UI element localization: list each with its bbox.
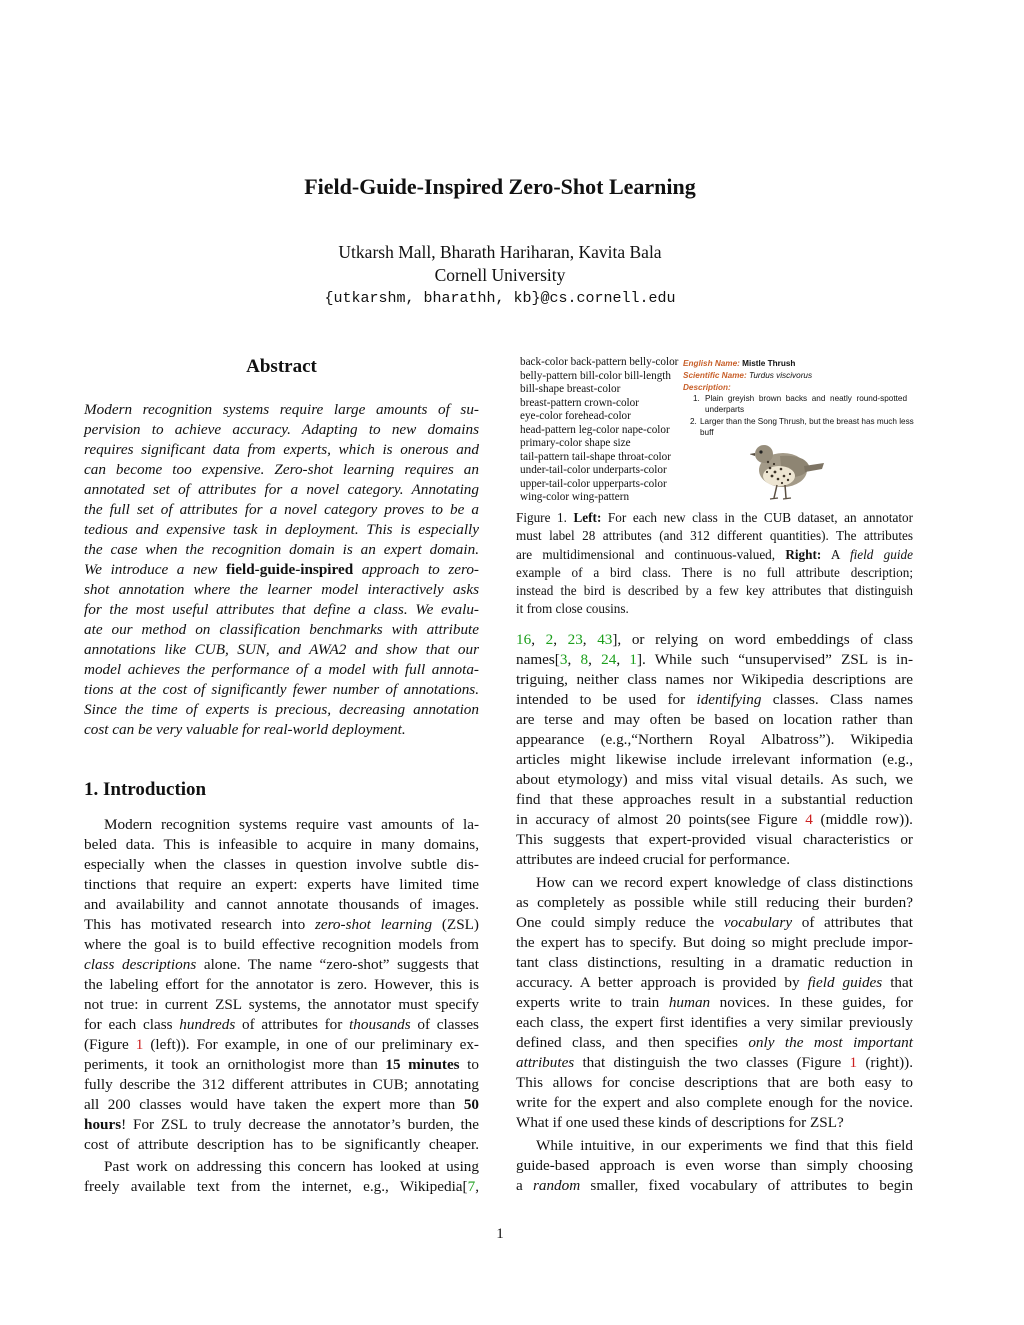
figure-ref-link[interactable]: 1 [135,1036,144,1053]
body-line: names[3, 8, 24, 1]. While such “unsupervised” ZSL is in- [516,651,914,668]
intro-line: periments, it took an ornithologist more than 15 minutes to [84,1056,479,1073]
intro-line: tinctions that require an expert: experts have limited time [84,876,479,893]
body-line: While intuitive, in our experiments we find that this field [536,1137,913,1154]
figure-ref-link[interactable]: 4 [805,811,813,828]
citation-link[interactable]: 8 [580,651,589,668]
emphasis-field-guide-inspired: field-guide-inspired [226,561,354,578]
abstract-line: tedious and expensive task in deployment. This is especially [84,521,479,538]
body-line: attributes are indeed crucial for performance. [516,851,791,868]
abstract-line: can become too expensive. Zero-shot learning requires an [84,461,479,478]
attribute-line: under-tail-color underparts-color [520,464,667,476]
attribute-line: belly-pattern bill-color bill-length [520,370,671,382]
body-line: the expert has to specify. But doing so might preclude impor- [516,934,913,951]
abstract-line: model achieves the performance of a model with full annota- [84,661,479,678]
intro-line: freely available text from the internet, e.g., Wikipedia[7, [84,1178,479,1195]
body-line: How can we record expert knowledge of class distinctions [536,874,913,891]
abstract-line: Modern recognition systems require large amounts of su- [84,401,479,418]
citation-link[interactable]: 24 [601,651,617,668]
body-line: write for the expert and also complete enough for the novice. [516,1094,913,1111]
body-line: guide-based approach is even worse than simply choosing [516,1157,913,1174]
body-line: each class, the expert first identifies a very similar previously [516,1014,913,1031]
intro-line: (Figure 1 (left)). For example, in one of our preliminary ex- [84,1036,479,1053]
body-line: find that these approaches result in a substantial reduction [516,791,913,808]
attribute-line: eye-color forehead-color [520,410,631,422]
author-emails: {utkarshm, bharathh, kb}@cs.cornell.edu [324,290,676,307]
intro-line: especially when the classes in question involve subtle dis- [84,856,479,873]
body-line: triguing, neither class names nor Wikipedia descriptions are [516,671,913,688]
abstract-line: We introduce a new field-guide-inspired approach to zero- [84,561,479,578]
body-line: appearance (e.g.,“Northern Royal Albatross”). Wikipedia [516,731,913,748]
body-line: about etymology) and miss vital visual details. As such, we [516,771,913,788]
abstract-line: the case when the recognition domain is an expert domain. [84,541,479,558]
attribute-line: tail-pattern tail-shape throat-color [520,451,671,463]
body-line: attributes that distinguish the two classes (Figure 1 (right)). [516,1054,913,1071]
abstract-line: cost can be very valuable for real-world deployment. [84,721,406,738]
intro-line: and availability and cannot annotate thousands of images. [84,896,479,913]
body-line: defined class, and then specifies only the most important [516,1034,913,1051]
intro-line: where the goal is to build effective recognition models from [84,936,479,953]
attribute-line: back-color back-pattern belly-color [520,356,679,368]
body-line: One could simply reduce the vocabulary of attributes that [516,914,913,931]
figure-ref-link[interactable]: 1 [849,1054,858,1071]
body-line: are terse and may often be based on location rather than [516,711,913,728]
body-line: This allows for concise descriptions that are both easy to [516,1074,913,1091]
citation-link[interactable]: 16 [516,631,532,648]
citation-link[interactable]: 1 [629,651,637,668]
attribute-line: primary-color shape size [520,437,631,449]
intro-line: for each class hundreds of attributes for thousands of classes [84,1016,479,1033]
body-line: accuracy. A better approach is provided by field guides that [516,974,913,991]
attribute-line: head-pattern leg-color nape-color [520,424,670,436]
citation-link[interactable]: 43 [597,631,613,648]
abstract-line: ate our method on classification benchmarks with attribute [84,621,479,638]
body-line: tant class distinctions, resulting in a dramatic reduction in [516,954,913,971]
body-line: intended to be used for identifying classes. Class names [516,691,913,708]
attribute-line: wing-color wing-pattern [520,491,630,503]
mistle-thrush-illustration [750,432,825,504]
body-line: 16, 2, 23, 43], or relying on word embeddings of class [516,631,914,648]
intro-line: cost of attribute description has to be significantly cheaper. [84,1136,479,1153]
intro-line: This has motivated research into zero-shot learning (ZSL) [84,916,479,933]
abstract-line: tions at the cost of significantly fewer number of annotations. [84,681,479,698]
citation-link[interactable]: 7 [467,1178,476,1195]
abstract-line: Since the time of experts is precious, decreasing annotation [84,701,479,718]
citation-link[interactable]: 2 [545,631,554,648]
intro-line: class descriptions alone. The name “zero-shot” suggests that [84,956,479,973]
abstract-line: the full set of attributes for a novel category proves to be a [84,501,479,518]
body-line: articles might likewise include irrelevant information (e.g., [516,751,913,768]
body-line: What if one used these kinds of descriptions for ZSL? [516,1114,844,1131]
affiliation: Cornell University [434,265,566,285]
abstract-line: for the most useful attributes that define a class. We evalu- [84,601,479,618]
attribute-line: breast-pattern crown-color [520,397,639,409]
abstract-line: annotations like CUB, SUN, and AWA2 and show that our [84,641,479,658]
body-line: This suggests that expert-provided visual characteristics or [516,831,913,848]
attribute-line: bill-shape breast-color [520,383,621,395]
intro-line: all 200 classes would have taken the expert more than 50 [84,1096,479,1113]
intro-line: hours! For ZSL to truly decrease the annotator’s burden, the [84,1116,479,1133]
body-line: a random smaller, fixed vocabulary of attributes to begin [516,1177,913,1194]
page-number: 1 [496,1226,504,1242]
intro-line: Modern recognition systems require vast amounts of la- [104,816,479,833]
body-line: as completely as possible while still reducing their burden? [516,894,913,911]
attribute-line: upper-tail-color upperparts-color [520,478,667,490]
citation-link[interactable]: 23 [567,631,583,648]
abstract-line: shot annotation where the learner model interactively asks [84,581,479,598]
intro-line: the labeling effort for the annotator is zero. However, this is [84,976,479,993]
intro-line: Past work on addressing this concern has looked at using [104,1158,479,1175]
body-line: experts write to train human novices. In these guides, for [516,994,913,1011]
section-heading-introduction: 1. Introduction [84,779,207,800]
abstract-line: annotated set of attributes for a novel category. Annotating [84,481,479,498]
intro-line: fully describe the 312 different attributes in CUB; annotating [84,1076,479,1093]
intro-line: beled data. This is infeasible to acquire in many domains, [84,836,479,853]
abstract-heading: Abstract [246,356,317,377]
abstract-line: requires significant data from experts, which is onerous and [84,441,479,458]
intro-line: not true: in current ZSL systems, the annotator must specify [84,996,479,1013]
abstract-line: pervision to achieve accuracy. Adapting to new domains [84,421,479,438]
paper-title: Field-Guide-Inspired Zero-Shot Learning [304,174,696,199]
citation-link[interactable]: 3 [559,651,568,668]
author-list: Utkarsh Mall, Bharath Hariharan, Kavita Bala [338,242,662,262]
body-line: in accuracy of almost 20 points(see Figure 4 (middle row)). [516,811,913,828]
